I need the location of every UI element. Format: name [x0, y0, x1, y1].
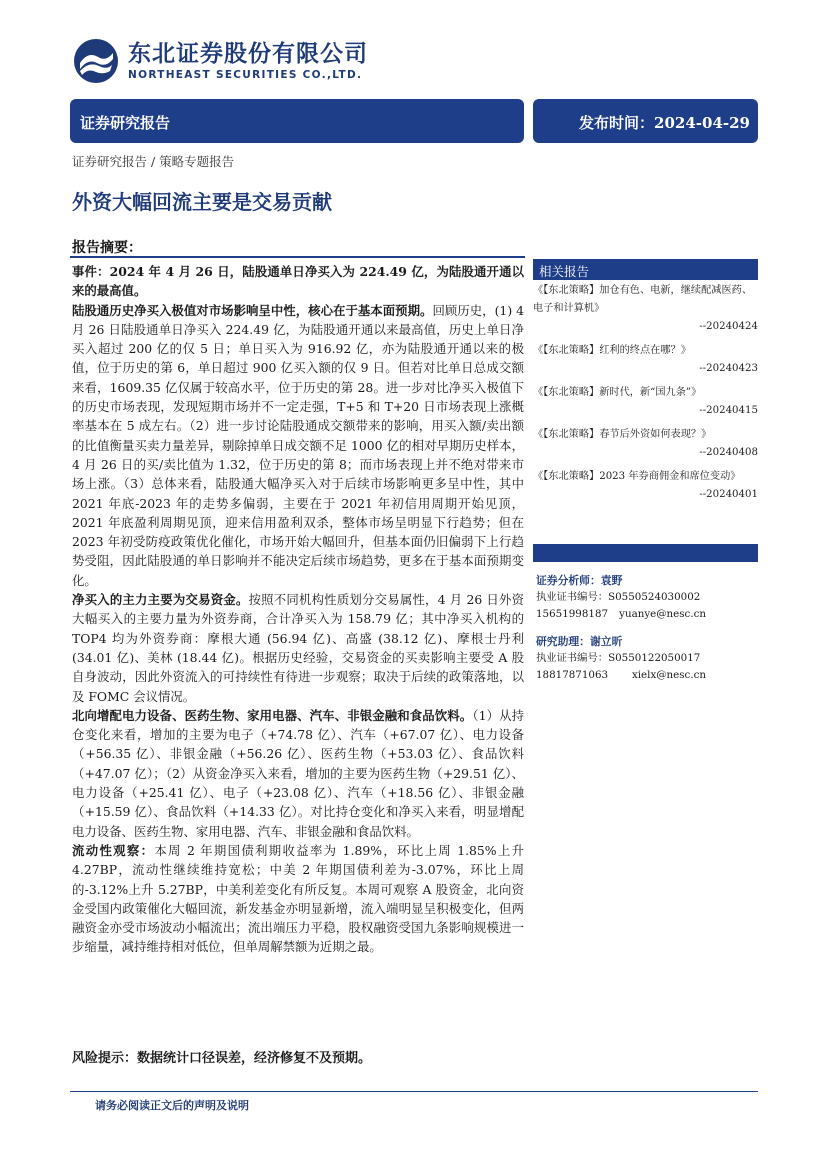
footer-divider — [70, 1091, 758, 1092]
paragraph-text: 本周 2 年期国债利期收益率为 1.89%，环比上周 1.85%上升 4.27BP，流动性继续维持宽松；中美 2 年期国债利差为-3.07%，环比上周的-3.12%上升 5.27BP，中美利差变化有所反复。本周可观察 A 股资金，北向资金受国内政策催化大幅回流，新发基金亦明显新增，流入端明显呈积极变化，但两融资金亦受市场波动小幅流出；流出端压力平稳，股权融资受国九条影响规模进一步缩量，减持维持相对低位，但单周解禁额为近期之最。 — [72, 842, 524, 955]
analyst-name: 证券分析师：袁野 — [536, 574, 623, 587]
related-report-item[interactable] — [533, 282, 758, 336]
page-title: 外资大幅回流主要是交易贡献 — [72, 190, 332, 214]
related-report-title[interactable]: 《【东北策略】2023 年券商佣金和席位变动》 — [533, 471, 741, 482]
analyst-cert: 执业证书编号：S0550524030002 — [536, 591, 701, 603]
sidebar-divider-bar — [533, 544, 758, 562]
paragraph-lead: 净买入的主力主要为交易资金。 — [72, 592, 249, 608]
summary-body — [72, 262, 524, 957]
assistant-cert: 执业证书编号：S0550122050017 — [536, 652, 701, 664]
related-report-item[interactable] — [533, 384, 758, 420]
company-name-en: NORTHEAST SECURITIES CO.,LTD. — [128, 69, 363, 81]
risk-warning: 风险提示：数据统计口径误差，经济修复不及预期。 — [72, 1051, 372, 1066]
summary-paragraph — [72, 590, 524, 706]
related-report-title[interactable]: 《【东北策略】春节后外资如何表现？》 — [533, 429, 712, 440]
related-report-item[interactable] — [533, 426, 758, 462]
analyst-email[interactable]: yuanye@nesc.cn — [619, 608, 706, 620]
paragraph-text: 按照不同机构性质划分交易属性，4 月 26 日外资大幅买入的主要力量为外资券商，合计净买入为 158.79 亿；其中净买入机构的 TOP4 均为外资券商：摩根大通 (56.94 亿)、高盛 (38.12 亿)、摩根士丹利 (34.01 亿)、美林 (18.44 亿)。根据历史经验，交易资金的买卖影响主要受 A 股自身波动，因此外资流入的可持续性有待进一步观察；取决于后续的政策落地，以及 FOMC 会议情况。 — [72, 592, 525, 704]
summary-paragraph — [72, 262, 524, 301]
summary-paragraph — [72, 841, 524, 957]
paragraph-lead: 流动性观察： — [72, 842, 155, 858]
analyst-contact — [536, 606, 706, 623]
assistant-email[interactable]: xielx@nesc.cn — [631, 669, 706, 681]
related-report-title[interactable]: 《【东北策略】红利的终点在哪？》 — [533, 345, 691, 356]
related-reports-header: 相关报告 — [533, 259, 758, 280]
related-report-date: --20240423 — [699, 363, 758, 374]
related-report-date: --20240401 — [699, 489, 758, 500]
assistant-contact — [536, 667, 706, 684]
report-type-bar: 证券研究报告 — [70, 99, 524, 143]
publish-time-bar: 发布时间：2024-04-29 — [533, 99, 758, 143]
company-logo — [72, 37, 368, 85]
related-report-item[interactable] — [533, 342, 758, 378]
assistant-name: 研究助理：谢立昕 — [536, 635, 623, 648]
analyst-phone: 15651998187 — [536, 608, 609, 620]
footer-disclaimer: 请务必阅读正文后的声明及说明 — [95, 1099, 249, 1112]
analyst-info — [536, 572, 758, 684]
summary-paragraph — [72, 301, 524, 590]
paragraph-text: （1）从持仓变化来看，增加的主要为电子（+74.78 亿）、汽车（+67.07 亿）、电力设备（+56.35 亿）、非银金融（+56.26 亿）、医药生物（+53.03 亿）、食品饮料（+47.07 亿）；（2）从资金净买入来看，增加的主要为医药生物（+29.51 亿）、电力设备（+25.41 亿）、电子（+23.08 亿）、汽车（+18.56 亿）、非银金融（+15.59 亿）、食品饮料（+14.33 亿）。对比持仓变化和净买入来看，明显增配电力设备、医药生物、家用电器、汽车、非银金融和食品饮料。 — [72, 707, 524, 839]
paragraph-text: 回顾历史，(1) 4 月 26 日陆股通单日净买入 224.49 亿，为陆股通开通以来最高值，历史上单日净买入超过 200 亿的仅 5 日；单日买入为 916.92 亿，亦为陆股通开通以来的极值，位于历史的第 6，单日超过 900 亿买入额的仅 9 日。但若对比单日总成交额来看，1609.35 亿仅属于较高水平，位于历史的第 28。进一步对比净买入极值下的历史市场表现，发现短期市场并不一定走强，T+5 和 T+20 日市场表现上涨概率基本在 5 成左右。（2）进一步讨论陆股通成交额带来的影响，用买入额/卖出额的比值衡量买卖力量差异，剔除掉单日成交额不足 1000 亿的相对早期历史样本，4 月 26 日的买/卖比值为 1.32，位于历史的第 8；而市场表现上并不绝对带来市场上涨。（3）总体来看，陆股通大幅净买入对于后续市场影响更多呈中性，其中 2021 年底-2023 年的走势多偏弱，主要在于 2021 年初信用周期开始见顶，2021 年底盈利周期见顶，迎来信用盈利双杀，整体市场呈明显下行趋势；但在 2023 年初受防疫政策优化催化，市场开始大幅回升，但基本面仍旧偏弱下上行趋势受阻，因此陆股通的单日影响并不能决定后续市场趋势，更多在于基本面预期变化。 — [72, 302, 525, 588]
paragraph-lead: 事件：2024 年 4 月 26 日，陆股通单日净买入为 224.49 亿，为陆股通开通以来的最高值。 — [72, 264, 524, 299]
company-name-cn: 东北证券股份有限公司 — [128, 41, 368, 67]
related-report-date: --20240415 — [699, 405, 758, 416]
summary-divider — [70, 256, 525, 258]
breadcrumb: 证券研究报告 / 策略专题报告 — [72, 154, 235, 169]
summary-paragraph — [72, 706, 524, 841]
related-report-date: --20240424 — [699, 321, 758, 332]
assistant-phone: 18817871063 — [536, 669, 609, 681]
related-report-title[interactable]: 《【东北策略】新时代，新“国九条”》 — [533, 387, 702, 398]
paragraph-lead: 陆股通历史净买入极值对市场影响呈中性，核心在于基本面预期。 — [72, 302, 433, 318]
related-report-date: --20240408 — [699, 447, 758, 458]
paragraph-lead: 北向增配电力设备、医药生物、家用电器、汽车、非银金融和食品饮料。 — [72, 707, 473, 723]
related-report-item[interactable] — [533, 468, 758, 504]
company-logo-icon — [72, 37, 120, 85]
related-reports-list — [533, 282, 758, 510]
summary-label: 报告摘要： — [72, 240, 142, 256]
related-report-title[interactable]: 《【东北策略】加仓有色、电新，继续配减医药、电子和计算机》 — [533, 285, 753, 314]
